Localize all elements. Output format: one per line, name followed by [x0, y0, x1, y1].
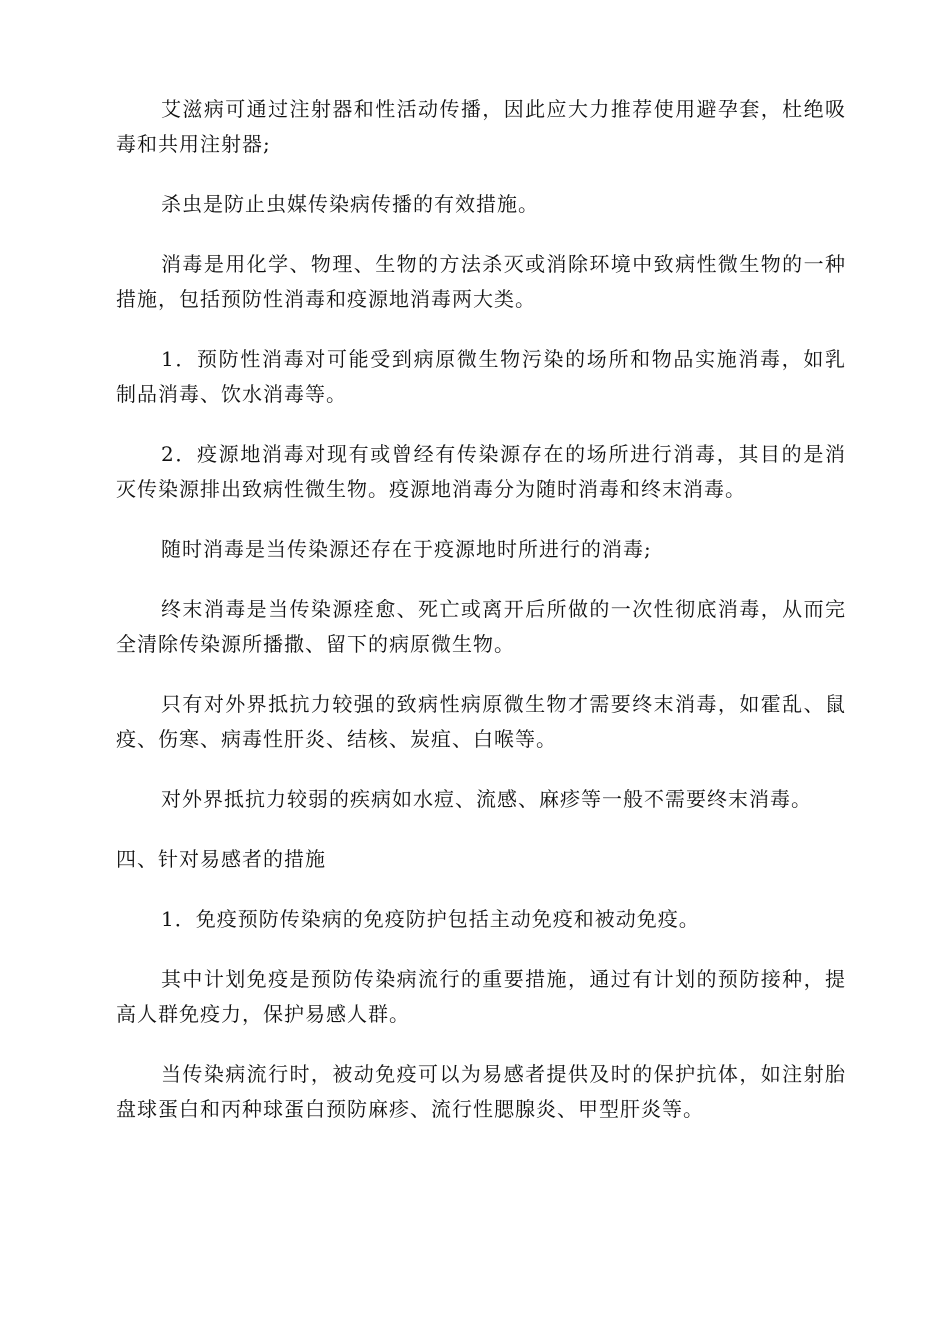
paragraph-preventive-disinfection: 1．预防性消毒对可能受到病原微生物污染的场所和物品实施消毒，如乳制品消毒、饮水消毒等。 [116, 347, 846, 406]
paragraph-insecticide: 杀虫是防止虫媒传染病传播的有效措施。 [161, 192, 539, 216]
document-body [116, 92, 846, 1152]
paragraph-disinfection-definition: 消毒是用化学、物理、生物的方法杀灭或消除环境中致病性微生物的一种措施，包括预防性消毒和疫源地消毒两大类。 [116, 252, 846, 311]
paragraph-aids-prevention: 艾滋病可通过注射器和性活动传播，因此应大力推荐使用避孕套，杜绝吸毒和共用注射器; [116, 97, 846, 156]
paragraph-immunization: 1．免疫预防传染病的免疫防护包括主动免疫和被动免疫。 [161, 907, 700, 931]
section-heading-susceptible: 四、针对易感者的措施 [116, 847, 326, 871]
paragraph-concurrent-disinfection: 随时消毒是当传染源还存在于疫源地时所进行的消毒; [161, 537, 652, 561]
paragraph-passive-immunization: 当传染病流行时，被动免疫可以为易感者提供及时的保护抗体，如注射胎盘球蛋白和丙种球蛋白预防麻疹、流行性腮腺炎、甲型肝炎等。 [116, 1062, 846, 1121]
paragraph-terminal-not-required: 对外界抵抗力较弱的疾病如水痘、流感、麻疹等一般不需要终末消毒。 [161, 787, 812, 811]
paragraph-terminal-required: 只有对外界抵抗力较强的致病性病原微生物才需要终末消毒，如霍乱、鼠疫、伤寒、病毒性肝炎、结核、炭疽、白喉等。 [116, 692, 846, 751]
paragraph-focus-disinfection: 2．疫源地消毒对现有或曾经有传染源存在的场所进行消毒，其目的是消灭传染源排出致病性微生物。疫源地消毒分为随时消毒和终末消毒。 [116, 442, 846, 501]
paragraph-planned-immunization: 其中计划免疫是预防传染病流行的重要措施，通过有计划的预防接种，提高人群免疫力，保护易感人群。 [116, 967, 846, 1026]
paragraph-terminal-disinfection: 终末消毒是当传染源痊愈、死亡或离开后所做的一次性彻底消毒，从而完全清除传染源所播撒、留下的病原微生物。 [116, 597, 846, 656]
